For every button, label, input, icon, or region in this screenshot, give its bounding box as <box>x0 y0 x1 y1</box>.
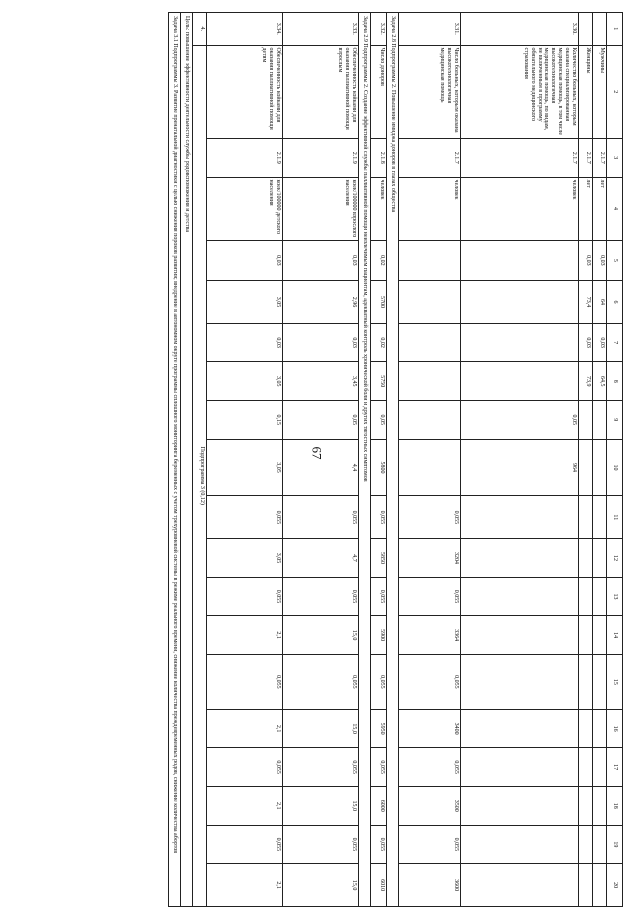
value-cell: 0,02 <box>371 323 387 362</box>
code-cell: 2.1.7 <box>461 138 579 177</box>
value-cell <box>579 825 593 864</box>
value-cell: 0,055 <box>371 577 387 616</box>
section-row <box>181 13 193 907</box>
value-cell: 964 <box>461 439 579 496</box>
value-cell <box>461 864 579 907</box>
value-cell: 0,055 <box>283 825 359 864</box>
value-cell <box>593 786 607 825</box>
value-cell: 0,055 <box>371 825 387 864</box>
value-cell: 0,03 <box>579 240 593 281</box>
value-cell <box>579 748 593 787</box>
value-cell <box>461 240 579 281</box>
value-cell: 0,02 <box>371 240 387 281</box>
value-cell: 2,1 <box>207 864 283 907</box>
value-cell: 0,05 <box>461 401 579 440</box>
value-cell <box>399 439 461 496</box>
value-cell <box>461 496 579 539</box>
value-cell <box>461 323 579 362</box>
row-number: 3.31. <box>399 13 461 46</box>
value-cell <box>461 825 579 864</box>
row-number: 3.30. <box>461 13 579 46</box>
code-cell: 2.1.8 <box>371 138 387 177</box>
value-cell: 3400 <box>399 709 461 748</box>
value-cell: 4,7 <box>283 539 359 578</box>
section-row <box>169 13 181 907</box>
value-cell: 3,05 <box>207 539 283 578</box>
value-cell: 5850 <box>371 539 387 578</box>
value-cell <box>593 748 607 787</box>
value-cell: 0,055 <box>207 825 283 864</box>
column-number: 7 <box>607 323 623 362</box>
indicator-name: Обеспеченность койками для оказания паллиативной помощи взрослым <box>283 45 359 138</box>
value-cell <box>593 709 607 748</box>
unit-cell: коек/100000 взрослого населения <box>283 177 359 240</box>
section-title: Цель: повышение эффективности деятельности службы родовспоможения и детства <box>181 13 193 907</box>
table-row <box>283 13 359 907</box>
subprogram-title: Подпрограмма 3 (0,12) <box>193 45 207 907</box>
value-cell: 3600 <box>399 864 461 907</box>
value-cell: 0,055 <box>371 748 387 787</box>
value-cell: 3,05 <box>207 362 283 401</box>
value-cell: 4,4 <box>283 439 359 496</box>
column-number: 9 <box>607 401 623 440</box>
value-cell: 2,1 <box>207 616 283 655</box>
unit-cell: человек <box>371 177 387 240</box>
value-cell <box>593 864 607 907</box>
unit-cell: человек <box>399 177 461 240</box>
value-cell: 0,055 <box>399 654 461 709</box>
column-number: 20 <box>607 864 623 907</box>
value-cell: 0,055 <box>399 748 461 787</box>
column-number: 11 <box>607 496 623 539</box>
column-number: 6 <box>607 281 623 324</box>
value-cell: 3,05 <box>207 281 283 324</box>
column-number: 5 <box>607 240 623 281</box>
value-cell: 0,15 <box>207 401 283 440</box>
value-cell <box>579 616 593 655</box>
value-cell: 2,1 <box>207 786 283 825</box>
value-cell <box>593 496 607 539</box>
value-cell: 73,9 <box>579 362 593 401</box>
table-row <box>579 13 593 907</box>
column-number: 4 <box>607 177 623 240</box>
column-number: 15 <box>607 654 623 709</box>
value-cell <box>593 577 607 616</box>
value-cell <box>579 654 593 709</box>
table-row <box>461 13 579 907</box>
column-number: 2 <box>607 45 623 138</box>
value-cell <box>579 864 593 907</box>
table-row <box>593 13 607 907</box>
row-number: 3.33. <box>283 13 359 46</box>
value-cell: 64,5 <box>593 362 607 401</box>
value-cell: 6000 <box>371 786 387 825</box>
value-cell <box>399 401 461 440</box>
value-cell <box>461 362 579 401</box>
value-cell: 0,055 <box>371 654 387 709</box>
section-title: Задача 2.9 Подпрограммы 2. Создание эффективной службы паллиативной помощи неизлечимым пациентам, адекватный контроль хронической боли и других тягостных симптомов <box>359 13 371 907</box>
page-number: 67 <box>309 446 325 460</box>
code-cell: 2.1.7 <box>593 138 607 177</box>
column-number: 14 <box>607 616 623 655</box>
value-cell: 0,055 <box>399 825 461 864</box>
value-cell: 5800 <box>371 439 387 496</box>
column-number: 10 <box>607 439 623 496</box>
indicator-name: Женщины <box>579 45 593 138</box>
value-cell: 2,1 <box>207 709 283 748</box>
column-number: 16 <box>607 709 623 748</box>
section-row <box>387 13 399 907</box>
value-cell: 2,96 <box>283 281 359 324</box>
value-cell: 0,055 <box>283 496 359 539</box>
indicator-name: Мужчины <box>593 45 607 138</box>
section-title: Задача 3.1 Подпрограммы 3. Развитие пренатальной диагностики с целью снижения пороков развития; внедрение в автономном округе программы сплошного мониторинга беременных с учетом трехуровневой системы в режиме реального времени, снижение количества преждевременных родов, снижение количества абортов <box>169 13 181 907</box>
row-number <box>593 13 607 46</box>
value-cell <box>461 577 579 616</box>
value-cell: 64 <box>593 281 607 324</box>
code-cell: 2.1.9 <box>207 138 283 177</box>
value-cell <box>461 281 579 324</box>
code-cell: 2.1.9 <box>283 138 359 177</box>
value-cell: 0,03 <box>593 323 607 362</box>
value-cell: 15,0 <box>283 786 359 825</box>
indicators-table <box>168 12 623 907</box>
value-cell <box>461 786 579 825</box>
column-number: 12 <box>607 539 623 578</box>
value-cell <box>593 654 607 709</box>
code-cell: 2.1.7 <box>579 138 593 177</box>
unit-cell: человек <box>461 177 579 240</box>
value-cell: 0,055 <box>283 748 359 787</box>
indicator-name: Число больных, которым оказана высокотехнологичная медицинская помощь <box>399 45 461 138</box>
value-cell: 15,0 <box>283 616 359 655</box>
indicator-name: Число доноров <box>371 45 387 138</box>
code-cell: 2.1.7 <box>399 138 461 177</box>
row-number <box>579 13 593 46</box>
value-cell <box>593 825 607 864</box>
value-cell: 0,055 <box>399 496 461 539</box>
column-number: 1 <box>607 13 623 46</box>
value-cell <box>579 496 593 539</box>
unit-cell: лет <box>593 177 607 240</box>
value-cell <box>579 539 593 578</box>
value-cell: 5900 <box>371 616 387 655</box>
section-row <box>359 13 371 907</box>
value-cell: 0,055 <box>207 577 283 616</box>
indicator-name: Обеспеченность койками для оказания паллиативной помощи детям <box>207 45 283 138</box>
column-number: 13 <box>607 577 623 616</box>
value-cell: 0,03 <box>207 323 283 362</box>
value-cell: 3,45 <box>283 362 359 401</box>
value-cell: 0,05 <box>371 401 387 440</box>
value-cell <box>593 616 607 655</box>
value-cell <box>593 439 607 496</box>
value-cell <box>399 362 461 401</box>
value-cell <box>461 616 579 655</box>
row-number: 3.34. <box>207 13 283 46</box>
unit-cell: лет <box>579 177 593 240</box>
value-cell: 5700 <box>371 281 387 324</box>
value-cell <box>579 786 593 825</box>
table-row <box>207 13 283 907</box>
value-cell: 0,03 <box>593 240 607 281</box>
value-cell: 3500 <box>399 786 461 825</box>
value-cell: 15,0 <box>283 709 359 748</box>
value-cell: 0,055 <box>399 577 461 616</box>
value-cell: 3364 <box>399 616 461 655</box>
value-cell: 0,055 <box>207 654 283 709</box>
value-cell: 0,05 <box>283 401 359 440</box>
value-cell <box>579 577 593 616</box>
table-row <box>399 13 461 907</box>
row-number: 4. <box>193 13 207 46</box>
column-number: 8 <box>607 362 623 401</box>
column-number-row <box>607 13 623 907</box>
value-cell <box>461 748 579 787</box>
value-cell: 0,03 <box>207 240 283 281</box>
value-cell <box>461 654 579 709</box>
value-cell: 0,055 <box>283 654 359 709</box>
column-number: 18 <box>607 786 623 825</box>
value-cell: 0,03 <box>579 323 593 362</box>
value-cell: 73,4 <box>579 281 593 324</box>
value-cell <box>399 323 461 362</box>
column-number: 19 <box>607 825 623 864</box>
value-cell: 0,03 <box>283 323 359 362</box>
value-cell: 5750 <box>371 362 387 401</box>
subprogram-row <box>193 13 207 907</box>
value-cell: 6010 <box>371 864 387 907</box>
value-cell <box>579 401 593 440</box>
section-title: Задача 2.8 Подпрограммы 2. Повышение имиджа доноров в глазах общества <box>387 13 399 907</box>
value-cell: 5950 <box>371 709 387 748</box>
column-number: 17 <box>607 748 623 787</box>
value-cell: 0,03 <box>283 240 359 281</box>
value-cell <box>593 539 607 578</box>
column-number: 3 <box>607 138 623 177</box>
row-number: 3.32. <box>371 13 387 46</box>
value-cell <box>399 281 461 324</box>
value-cell: 0,055 <box>207 496 283 539</box>
indicator-name: Количество больных, которым оказана специализированная медицинская помощь, в том числе высокотехнологичная медицинская помощь, по видам, не включенным в программу обязательного медицинского страхования <box>461 45 579 138</box>
value-cell: 3204 <box>399 539 461 578</box>
value-cell: 15,0 <box>283 864 359 907</box>
value-cell <box>593 401 607 440</box>
value-cell: 0,055 <box>207 748 283 787</box>
value-cell: 0,055 <box>283 577 359 616</box>
value-cell <box>461 539 579 578</box>
table-row <box>371 13 387 907</box>
value-cell <box>399 240 461 281</box>
value-cell: 3,05 <box>207 439 283 496</box>
value-cell: 0,055 <box>371 496 387 539</box>
unit-cell: коек/100000 детского населения <box>207 177 283 240</box>
value-cell <box>579 709 593 748</box>
value-cell <box>461 709 579 748</box>
value-cell <box>579 439 593 496</box>
